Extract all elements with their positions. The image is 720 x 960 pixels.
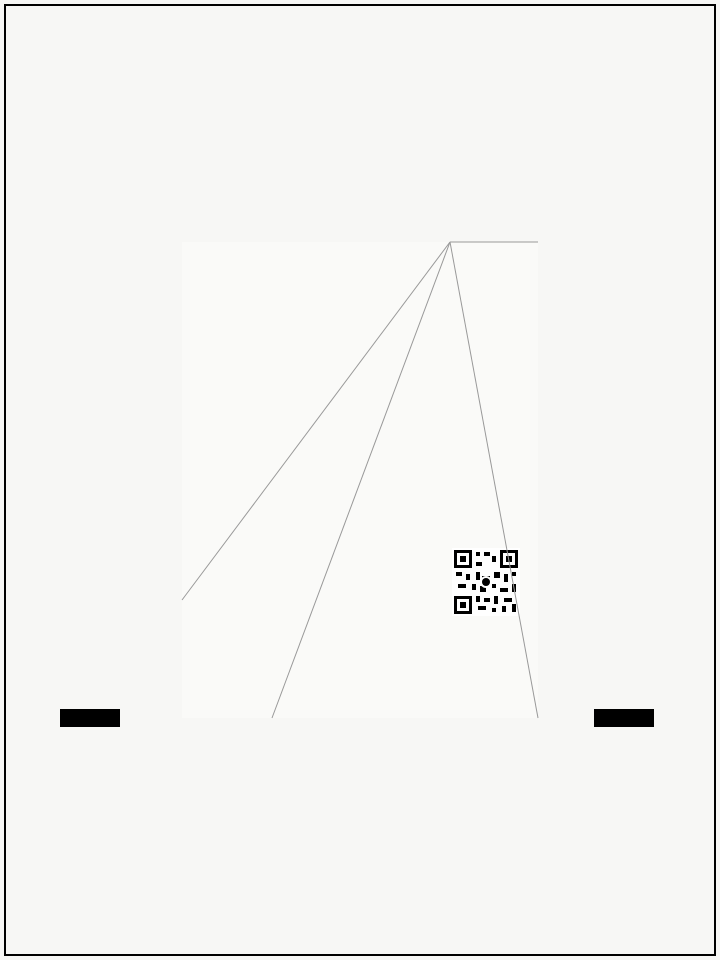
triet-tag [60, 709, 120, 727]
qr-code[interactable] [452, 548, 520, 616]
tuan-tag [594, 709, 654, 727]
center-info-panel [182, 242, 538, 718]
